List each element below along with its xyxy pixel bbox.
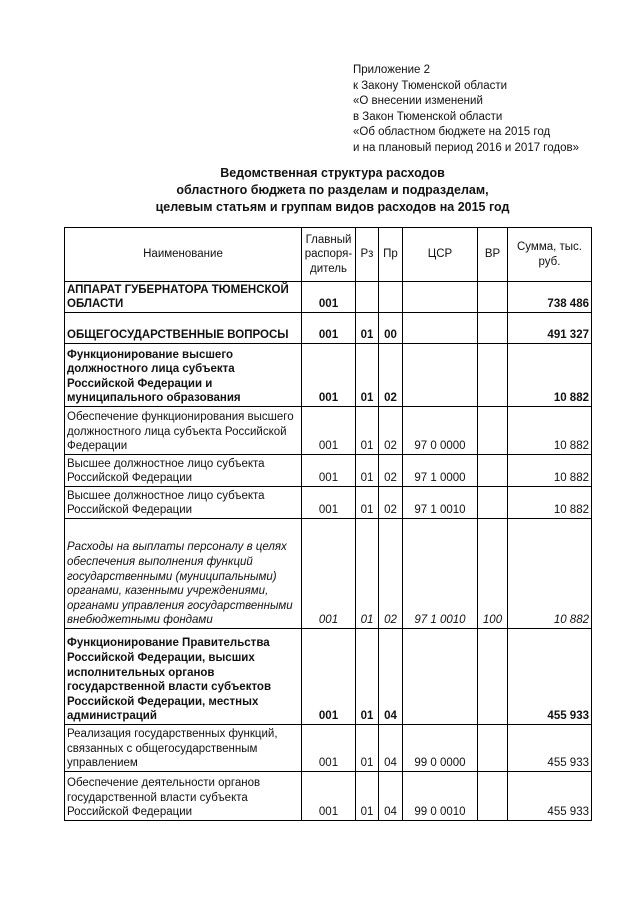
row-subsection: 02 — [379, 487, 403, 519]
row-expense-type — [478, 407, 508, 455]
row-amount: 10 882 — [508, 455, 592, 487]
row-target-item — [403, 282, 478, 313]
header-name: Наименование — [65, 228, 302, 282]
header-target-item: ЦСР — [403, 228, 478, 282]
appendix-line: Приложение 2 — [353, 64, 431, 76]
row-section: 01 — [356, 629, 379, 725]
row-amount: 10 882 — [508, 519, 592, 629]
table-row — [65, 407, 592, 455]
row-expense-type — [478, 455, 508, 487]
row-name: Высшее должностное лицо субъекта Российской Федерации — [65, 455, 302, 487]
row-expense-type — [478, 344, 508, 407]
budget-table — [64, 227, 592, 821]
row-subsection: 02 — [379, 407, 403, 455]
table-row — [65, 725, 592, 772]
row-expense-type — [478, 772, 508, 821]
row-subsection: 04 — [379, 725, 403, 772]
appendix-line: «Об областном бюджете на 2015 год — [353, 126, 551, 139]
row-subsection: 02 — [379, 519, 403, 629]
appendix-line: в Закон Тюменской области — [353, 110, 503, 123]
row-expense-type — [478, 629, 508, 725]
row-section: 01 — [356, 725, 379, 772]
row-main-manager: 001 — [302, 344, 356, 407]
row-expense-type — [478, 313, 508, 344]
header-main-manager: Главный распоря-дитель — [302, 228, 356, 282]
row-amount: 10 882 — [508, 487, 592, 519]
row-expense-type — [478, 282, 508, 313]
row-name: Обеспечение деятельности органов государственной власти субъекта Российской Федерации — [65, 772, 302, 821]
row-expense-type — [478, 725, 508, 772]
header-amount: Сумма, тыс. руб. — [508, 228, 592, 282]
row-name: Функционирование высшего должностного лица субъекта Российской Федерации и муниципального образования — [65, 344, 302, 407]
table-row — [65, 519, 592, 629]
appendix-line: к Закону Тюменской области — [353, 79, 508, 92]
row-subsection: 02 — [379, 344, 403, 407]
title-line: Ведомственная структура расходов — [220, 166, 445, 180]
table-row — [65, 344, 592, 407]
row-expense-type — [478, 487, 508, 519]
row-target-item — [403, 313, 478, 344]
row-subsection: 02 — [379, 455, 403, 487]
row-name: Расходы на выплаты персоналу в целях обеспечения выполнения функций государственными (муниципальными) органами, казенными учреждениями, органами управления государственными внебюджетными фондами — [65, 519, 302, 629]
row-amount: 455 933 — [508, 772, 592, 821]
row-target-item — [403, 629, 478, 725]
row-section: 01 — [356, 455, 379, 487]
table-row — [65, 772, 592, 821]
row-section: 01 — [356, 519, 379, 629]
row-expense-type: 100 — [478, 519, 508, 629]
row-main-manager: 001 — [302, 313, 356, 344]
row-main-manager: 001 — [302, 282, 356, 313]
row-subsection: 04 — [379, 629, 403, 725]
row-amount: 738 486 — [508, 282, 592, 313]
row-target-item — [403, 344, 478, 407]
table-row — [65, 282, 592, 313]
row-subsection: 04 — [379, 772, 403, 821]
document-title — [60, 165, 605, 216]
row-target-item: 99 0 0000 — [403, 725, 478, 772]
row-name: Высшее должностное лицо субъекта Российской Федерации — [65, 487, 302, 519]
row-main-manager: 001 — [302, 629, 356, 725]
row-amount: 455 933 — [508, 725, 592, 772]
row-amount: 455 933 — [508, 629, 592, 725]
table-row — [65, 455, 592, 487]
row-subsection — [379, 282, 403, 313]
row-main-manager: 001 — [302, 407, 356, 455]
table-row — [65, 629, 592, 725]
table-row — [65, 487, 592, 519]
appendix-note — [353, 63, 633, 157]
row-main-manager: 001 — [302, 725, 356, 772]
title-line: областного бюджета по разделам и подразделам, — [176, 183, 489, 197]
row-target-item: 97 1 0010 — [403, 519, 478, 629]
row-target-item: 97 1 0010 — [403, 487, 478, 519]
row-subsection: 00 — [379, 313, 403, 344]
header-row — [65, 228, 592, 282]
row-name: Функционирование Правительства Российской Федерации, высших исполнительных органов государственной власти субъектов Российской Федерации, местных администраций — [65, 629, 302, 725]
header-section: Рз — [356, 228, 379, 282]
row-section: 01 — [356, 313, 379, 344]
row-main-manager: 001 — [302, 519, 356, 629]
title-line: целевым статьям и группам видов расходов на 2015 год — [155, 200, 510, 214]
row-section: 01 — [356, 344, 379, 407]
header-expense-type: ВР — [478, 228, 508, 282]
row-amount: 491 327 — [508, 313, 592, 344]
row-section: 01 — [356, 772, 379, 821]
row-name: Обеспечение функционирования высшего должностного лица субъекта Российской Федерации — [65, 407, 302, 455]
appendix-line: «О внесении изменений — [353, 95, 483, 108]
row-target-item: 97 1 0000 — [403, 455, 478, 487]
row-target-item: 97 0 0000 — [403, 407, 478, 455]
row-main-manager: 001 — [302, 455, 356, 487]
row-amount: 10 882 — [508, 344, 592, 407]
appendix-line: и на плановый период 2016 и 2017 годов» — [353, 141, 579, 154]
row-section: 01 — [356, 487, 379, 519]
row-section: 01 — [356, 407, 379, 455]
row-name: АППАРАТ ГУБЕРНАТОРА ТЮМЕНСКОЙ ОБЛАСТИ — [65, 282, 302, 313]
row-main-manager: 001 — [302, 772, 356, 821]
row-target-item: 99 0 0010 — [403, 772, 478, 821]
row-name: ОБЩЕГОСУДАРСТВЕННЫЕ ВОПРОСЫ — [65, 313, 302, 344]
header-subsection: Пр — [379, 228, 403, 282]
row-amount: 10 882 — [508, 407, 592, 455]
row-name: Реализация государственных функций, связанных с общегосударственным управлением — [65, 725, 302, 772]
row-main-manager: 001 — [302, 487, 356, 519]
table-row — [65, 313, 592, 344]
row-section — [356, 282, 379, 313]
